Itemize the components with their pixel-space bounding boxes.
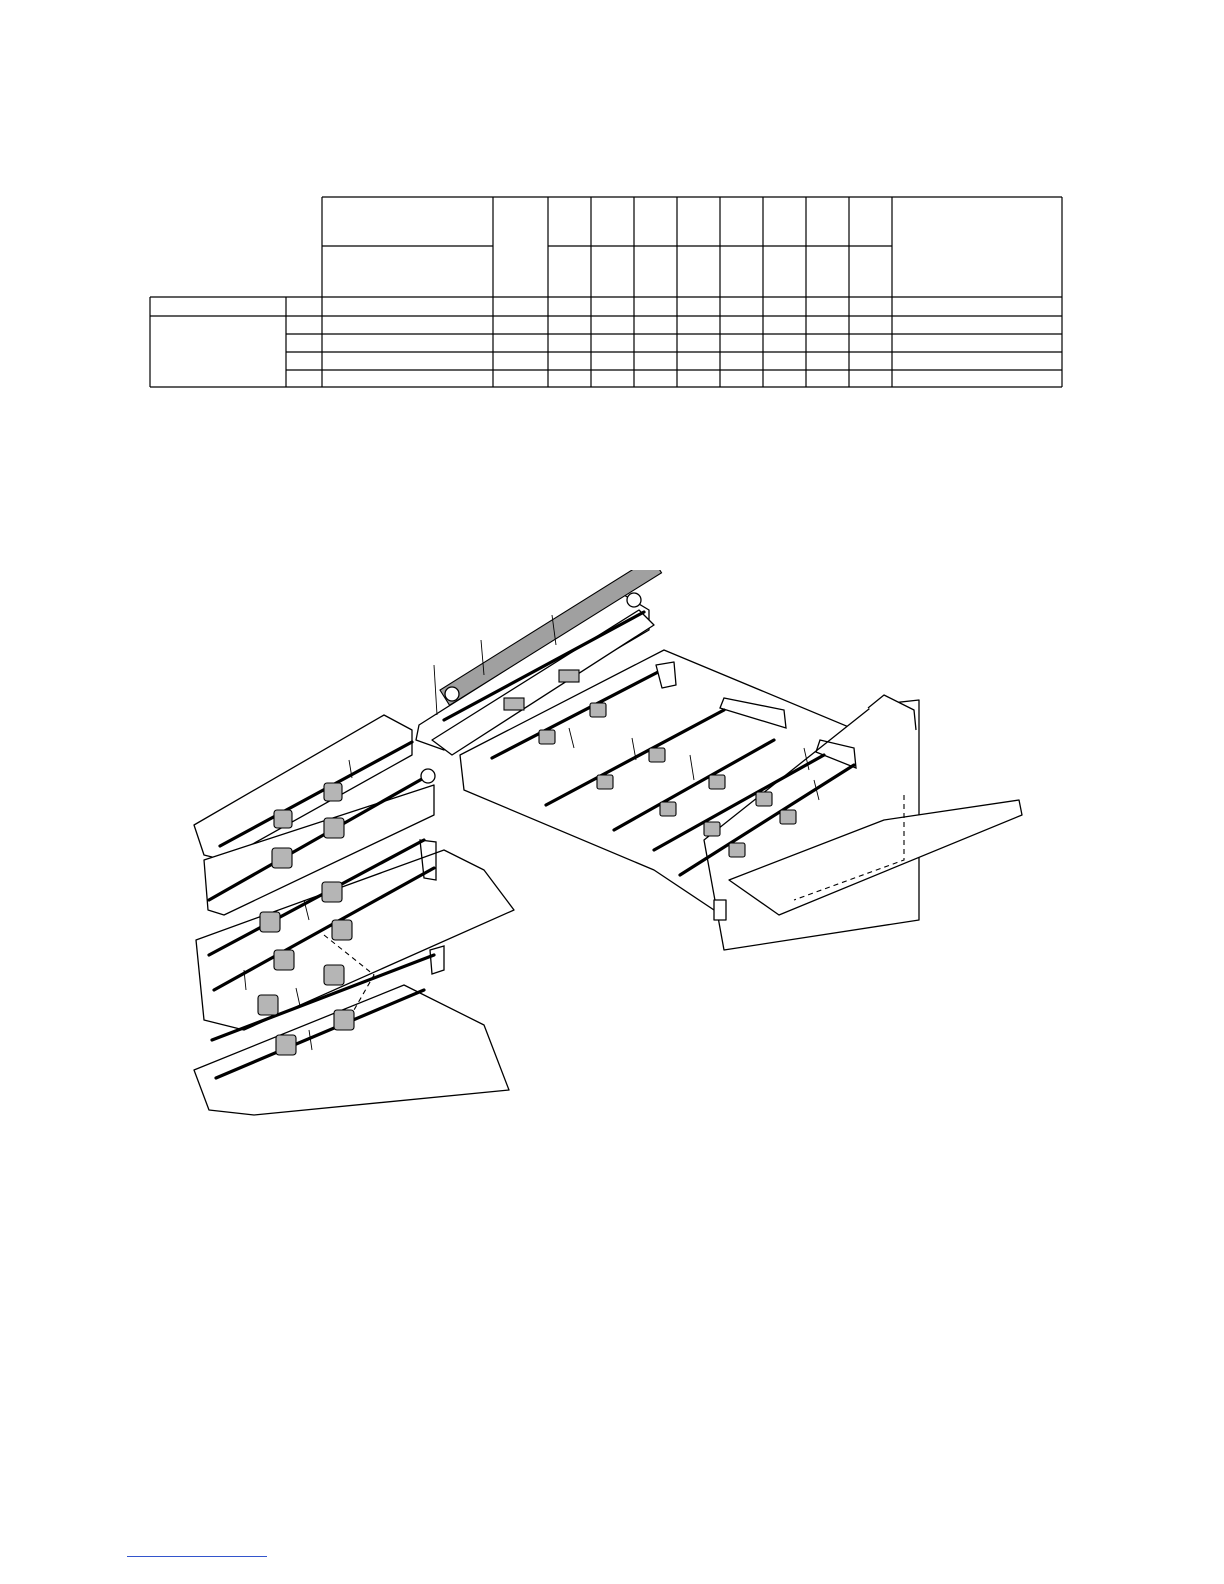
footer-link-underline xyxy=(127,1556,267,1557)
maintenance-table xyxy=(149,196,1063,388)
roller-assembly-diagram xyxy=(184,570,1034,1130)
